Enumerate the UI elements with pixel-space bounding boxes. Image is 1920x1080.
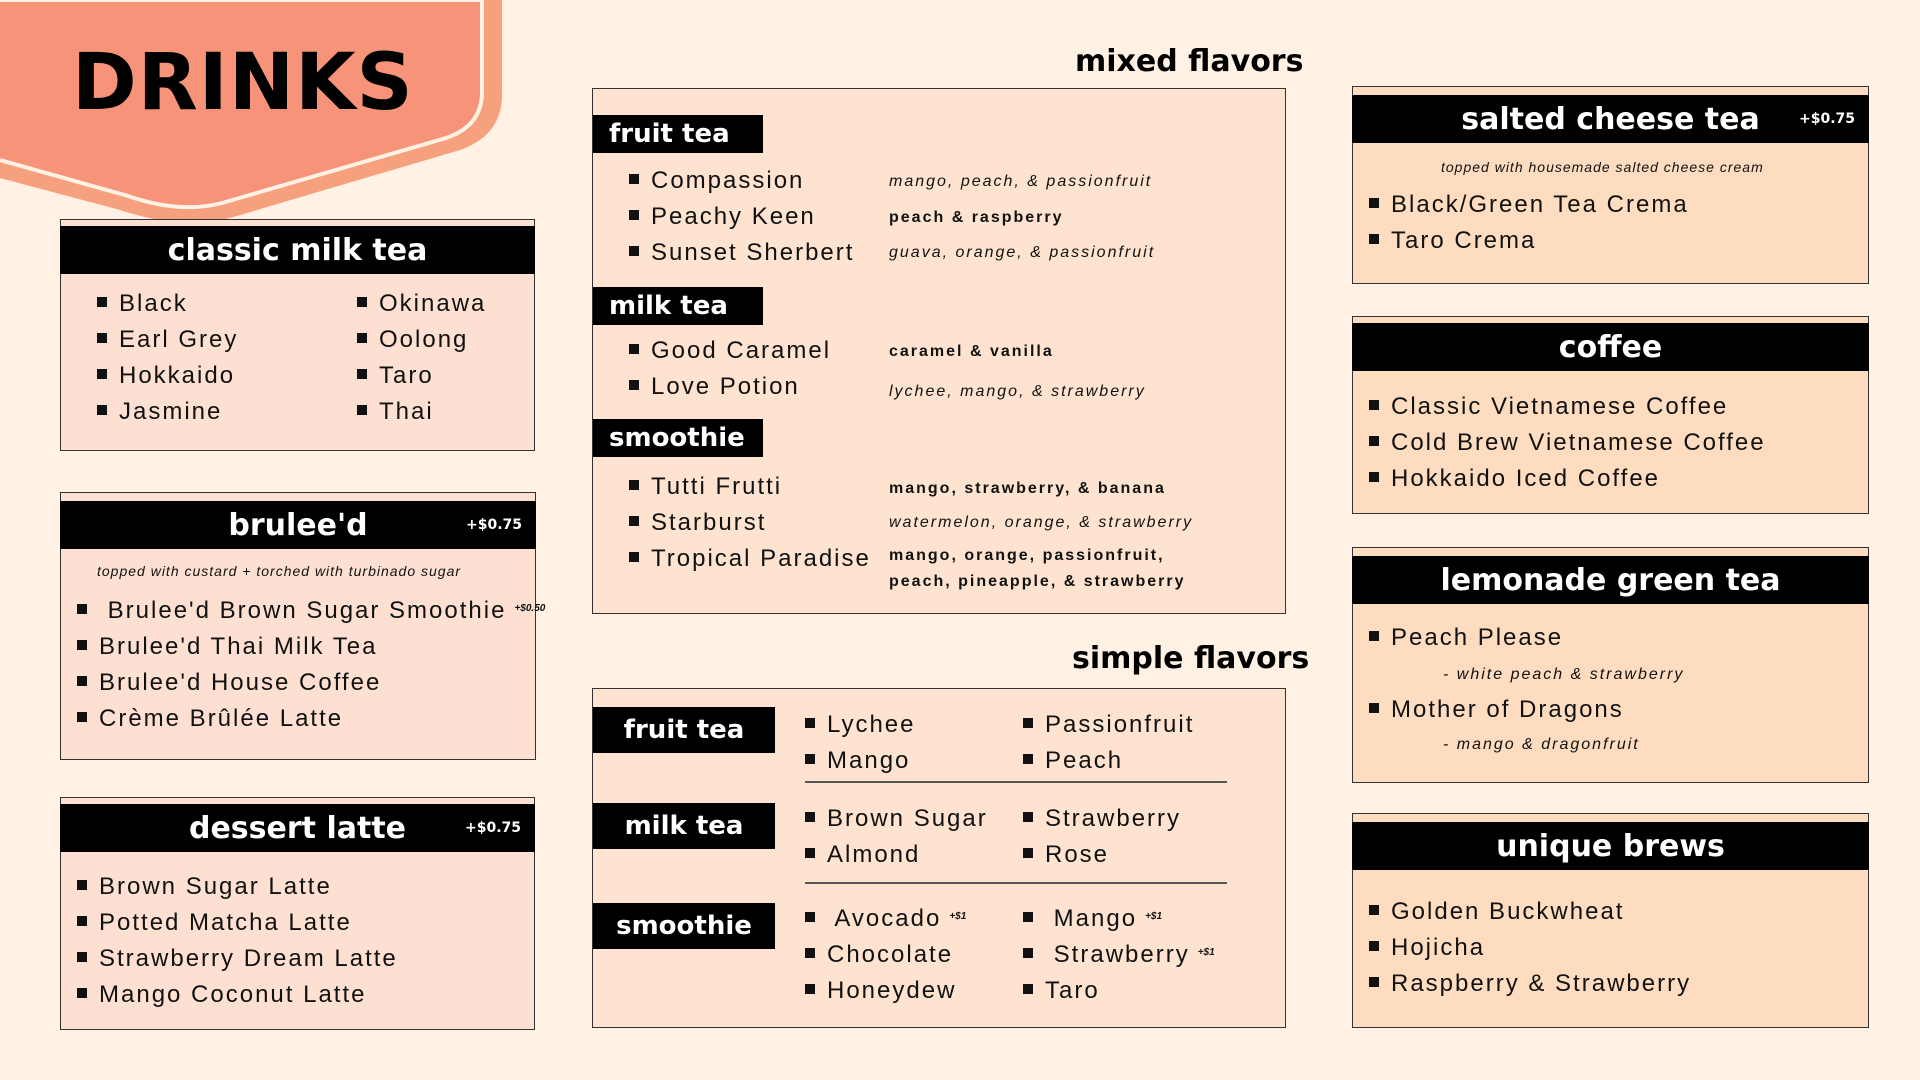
menu-item — [1023, 905, 1162, 933]
mixed-smoothie-tag: smoothie — [593, 419, 763, 457]
page-title: DRINKS — [72, 38, 414, 128]
menu-item — [1023, 941, 1215, 969]
lemonade-heading — [1352, 556, 1869, 604]
coffee-panel — [1352, 316, 1869, 514]
menu-item: Earl Grey — [97, 326, 238, 354]
simple-fruit-tea-tag: fruit tea — [593, 707, 775, 753]
heading-text: salted cheese tea — [1461, 101, 1760, 137]
menu-item: Honeydew — [805, 977, 956, 1005]
price-badge: +$0.75 — [464, 820, 521, 836]
flavor-description: lychee, mango, & strawberry — [889, 383, 1146, 400]
menu-item: Brulee'd House Coffee — [77, 669, 381, 697]
classic-milk-tea-panel — [60, 219, 535, 451]
flavor-description: caramel & vanilla — [889, 343, 1054, 360]
classic-milk-tea-heading — [60, 226, 535, 274]
flavor-description: mango, strawberry, & banana — [889, 480, 1166, 497]
heading-text: classic milk tea — [167, 232, 428, 268]
simple-smoothie-tag: smoothie — [593, 903, 775, 949]
simple-flavors-panel — [592, 688, 1286, 1028]
dessert-latte-panel — [60, 797, 535, 1030]
mixed-flavors-title: mixed flavors — [1075, 44, 1304, 79]
mixed-fruit-tea-tag: fruit tea — [593, 115, 763, 153]
heading-text: lemonade green tea — [1440, 562, 1781, 598]
flavor-description: mango, orange, passionfruit, — [889, 547, 1165, 564]
menu-item: Hojicha — [1369, 934, 1485, 962]
price-badge: +$0.75 — [465, 517, 522, 533]
menu-item: Peachy Keen — [629, 203, 816, 231]
unique-brews-heading — [1352, 822, 1869, 870]
coffee-heading — [1352, 323, 1869, 371]
heading-text: brulee'd — [228, 507, 368, 543]
menu-item: Peach — [1023, 747, 1123, 775]
heading-text: dessert latte — [188, 810, 407, 846]
extra-charge: +$1 — [949, 911, 967, 923]
menu-item: Love Potion — [629, 373, 800, 401]
menu-item: Strawberry — [1023, 805, 1181, 833]
extra-charge: +$0.50 — [514, 603, 546, 615]
item-label: Strawberry — [1053, 941, 1190, 968]
extra-charge: +$1 — [1145, 911, 1163, 923]
menu-item: Okinawa — [357, 290, 486, 318]
menu-item: Passionfruit — [1023, 711, 1194, 739]
menu-item: Taro — [357, 362, 434, 390]
menu-item: Cold Brew Vietnamese Coffee — [1369, 429, 1766, 457]
menu-item: Crème Brûlée Latte — [77, 705, 343, 733]
menu-item: Tutti Frutti — [629, 473, 782, 501]
flavor-description: - mango & dragonfruit — [1443, 736, 1640, 753]
topping-note: topped with housemade salted cheese cream — [1441, 159, 1764, 175]
heading-text: coffee — [1558, 329, 1663, 365]
menu-item: Chocolate — [805, 941, 953, 969]
mixed-milk-tea-tag: milk tea — [593, 287, 763, 325]
menu-item: Brown Sugar — [805, 805, 988, 833]
flavor-description: - white peach & strawberry — [1443, 666, 1685, 683]
menu-item: Black/Green Tea Crema — [1369, 191, 1689, 219]
bruleed-panel — [60, 492, 546, 760]
menu-item: Mother of Dragons — [1369, 696, 1624, 724]
menu-item: Starburst — [629, 509, 766, 537]
salted-cheese-tea-heading — [1352, 95, 1869, 143]
topping-note: topped with custard + torched with turbinado sugar — [97, 563, 462, 579]
menu-item — [805, 905, 966, 933]
menu-item: Almond — [805, 841, 920, 869]
menu-item: Tropical Paradise — [629, 545, 871, 573]
menu-item — [77, 597, 545, 625]
heading-text: unique brews — [1496, 828, 1725, 864]
menu-item: Black — [97, 290, 188, 318]
divider — [805, 781, 1227, 783]
price-badge: +$0.75 — [1798, 111, 1855, 127]
item-label: Avocado — [834, 905, 942, 932]
menu-item: Jasmine — [97, 398, 222, 426]
menu-item: Rose — [1023, 841, 1109, 869]
item-label: Brulee'd Brown Sugar Smoothie — [107, 597, 507, 624]
unique-brews-panel — [1352, 813, 1869, 1028]
menu-item: Raspberry & Strawberry — [1369, 970, 1691, 998]
item-label: Mango — [1053, 905, 1138, 932]
menu-item: Golden Buckwheat — [1369, 898, 1624, 926]
lemonade-green-tea-panel — [1352, 547, 1869, 783]
dessert-latte-heading — [60, 804, 535, 852]
menu-item: Hokkaido Iced Coffee — [1369, 465, 1660, 493]
menu-item: Sunset Sherbert — [629, 239, 854, 267]
flavor-description: watermelon, orange, & strawberry — [889, 514, 1194, 531]
menu-item: Good Caramel — [629, 337, 831, 365]
menu-item: Lychee — [805, 711, 916, 739]
bruleed-heading — [60, 501, 536, 549]
menu-item: Taro Crema — [1369, 227, 1536, 255]
divider — [805, 882, 1227, 884]
menu-item: Taro — [1023, 977, 1100, 1005]
menu-item: Thai — [357, 398, 434, 426]
mixed-flavors-panel — [592, 88, 1286, 614]
menu-item: Strawberry Dream Latte — [77, 945, 398, 973]
flavor-description: mango, peach, & passionfruit — [889, 173, 1153, 190]
menu-item: Potted Matcha Latte — [77, 909, 352, 937]
menu-item: Mango Coconut Latte — [77, 981, 367, 1009]
menu-item: Peach Please — [1369, 624, 1563, 652]
salted-cheese-tea-panel — [1352, 86, 1869, 284]
flavor-description: peach, pineapple, & strawberry — [889, 573, 1186, 590]
extra-charge: +$1 — [1197, 947, 1215, 959]
menu-item: Compassion — [629, 167, 804, 195]
flavor-description: guava, orange, & passionfruit — [889, 244, 1156, 261]
menu-item: Classic Vietnamese Coffee — [1369, 393, 1728, 421]
menu-item: Oolong — [357, 326, 468, 354]
simple-flavors-title: simple flavors — [1072, 641, 1310, 676]
flavor-description: peach & raspberry — [889, 209, 1064, 226]
menu-item: Brown Sugar Latte — [77, 873, 332, 901]
menu-item: Hokkaido — [97, 362, 235, 390]
menu-item: Brulee'd Thai Milk Tea — [77, 633, 377, 661]
simple-milk-tea-tag: milk tea — [593, 803, 775, 849]
menu-item: Mango — [805, 747, 910, 775]
